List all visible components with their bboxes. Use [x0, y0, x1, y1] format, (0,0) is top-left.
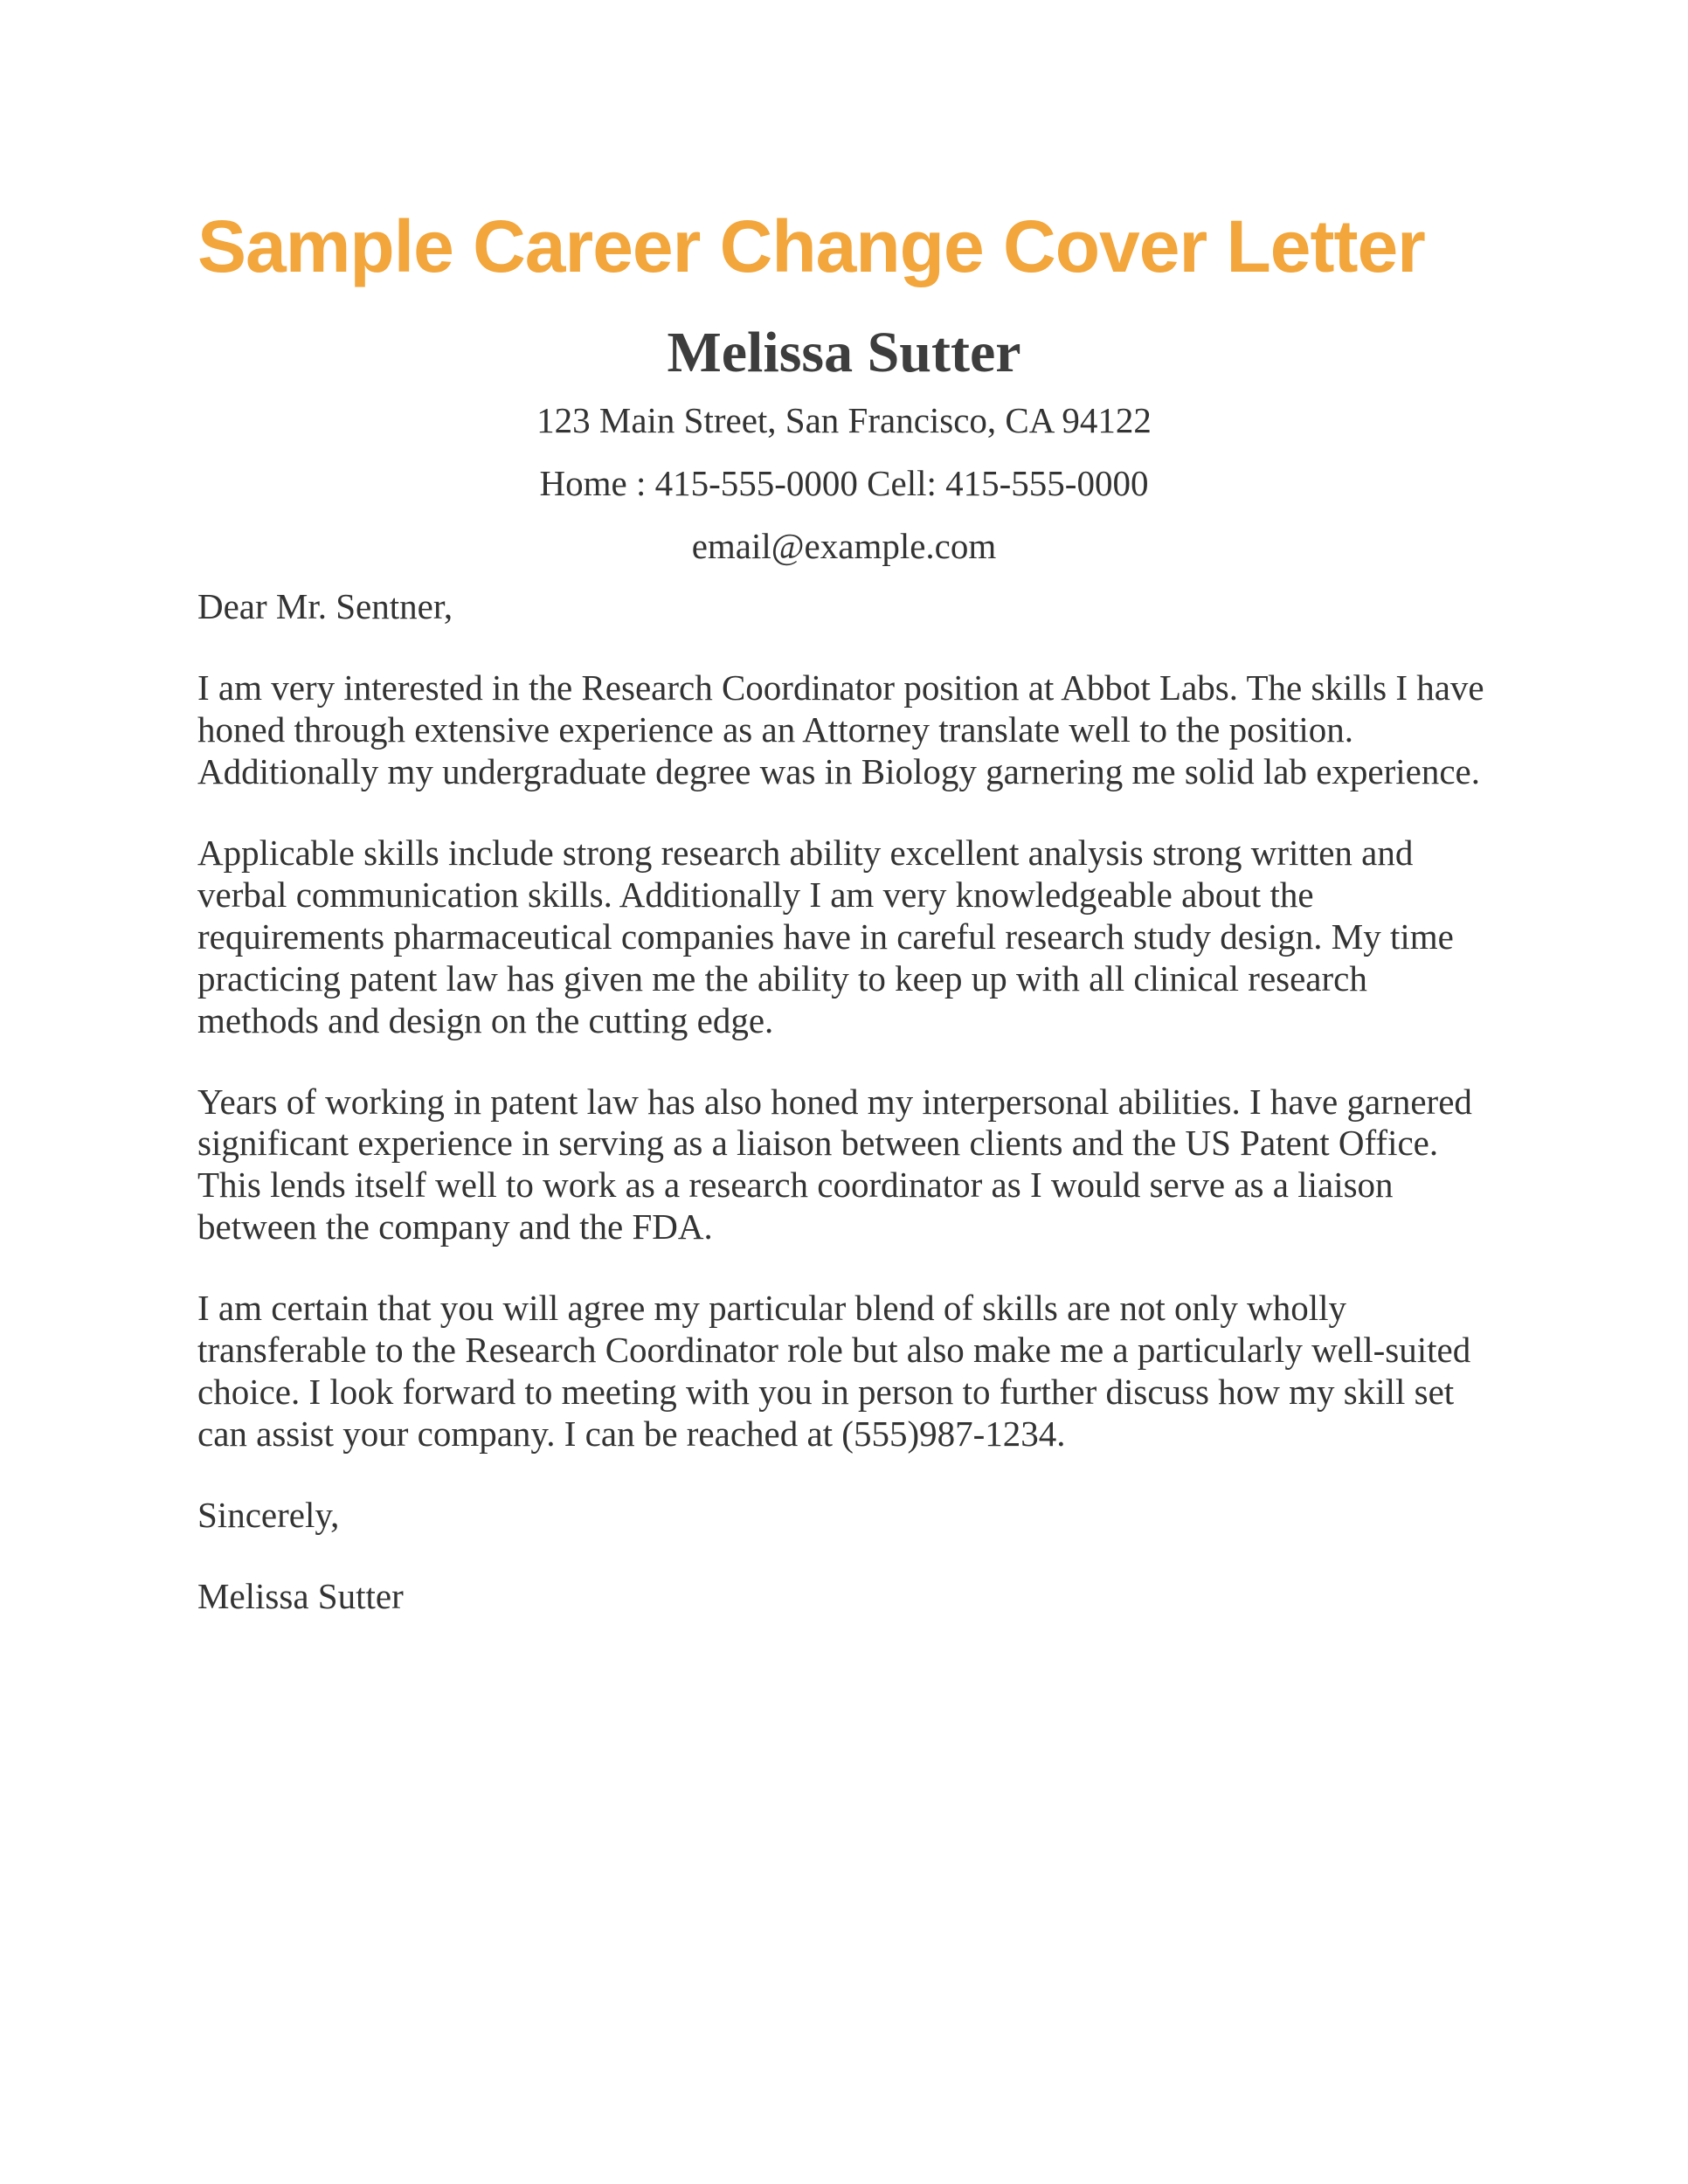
body-paragraph: Applicable skills include strong research ability excellent analysis strong written and verbal communication skills. Additionally I am very knowledgeable about the requirements pharmaceutical companies have in careful research study design. My time practicing patent law has given me the ability to keep up with all clinical research methods and design on the cutting edge.: [197, 832, 1454, 1040]
body-paragraph: Years of working in patent law has also honed my interpersonal abilities. I have garnered significant experience in serving as a liaison between clients and the US Patent Office. This lends itself well to work as a research coordinator as I would serve as a liaison between the company and the FDA.: [197, 1081, 1472, 1248]
letterhead: [197, 320, 1491, 568]
sender-email: email@example.com: [691, 525, 997, 566]
letter-body: [197, 586, 1491, 1618]
sender-name: Melissa Sutter: [667, 321, 1021, 384]
document-title: Sample Career Change Cover Letter: [197, 205, 1425, 287]
closing: Sincerely,: [197, 1495, 340, 1536]
salutation: Dear Mr. Sentner,: [197, 585, 453, 626]
sender-phone-numbers: Home : 415-555-0000 Cell: 415-555-0000: [539, 462, 1149, 503]
body-paragraph: I am certain that you will agree my particular blend of skills are not only wholly transferable to the Research Coordinator role but also make me a particularly well-suited choice. I look forward to meeting with you in person to further discuss how my skill set can assist your company. I can be reached at (555)987-1234.: [197, 1288, 1471, 1455]
sender-address: 123 Main Street, San Francisco, CA 94122: [536, 399, 1152, 440]
body-paragraph: I am very interested in the Research Coordinator position at Abbot Labs. The skills I have honed through extensive experience as an Attorney translate well to the position. Additionally my undergraduate degree was in Biology garnering me solid lab experience.: [197, 667, 1484, 791]
signature-name: Melissa Sutter: [197, 1576, 404, 1617]
